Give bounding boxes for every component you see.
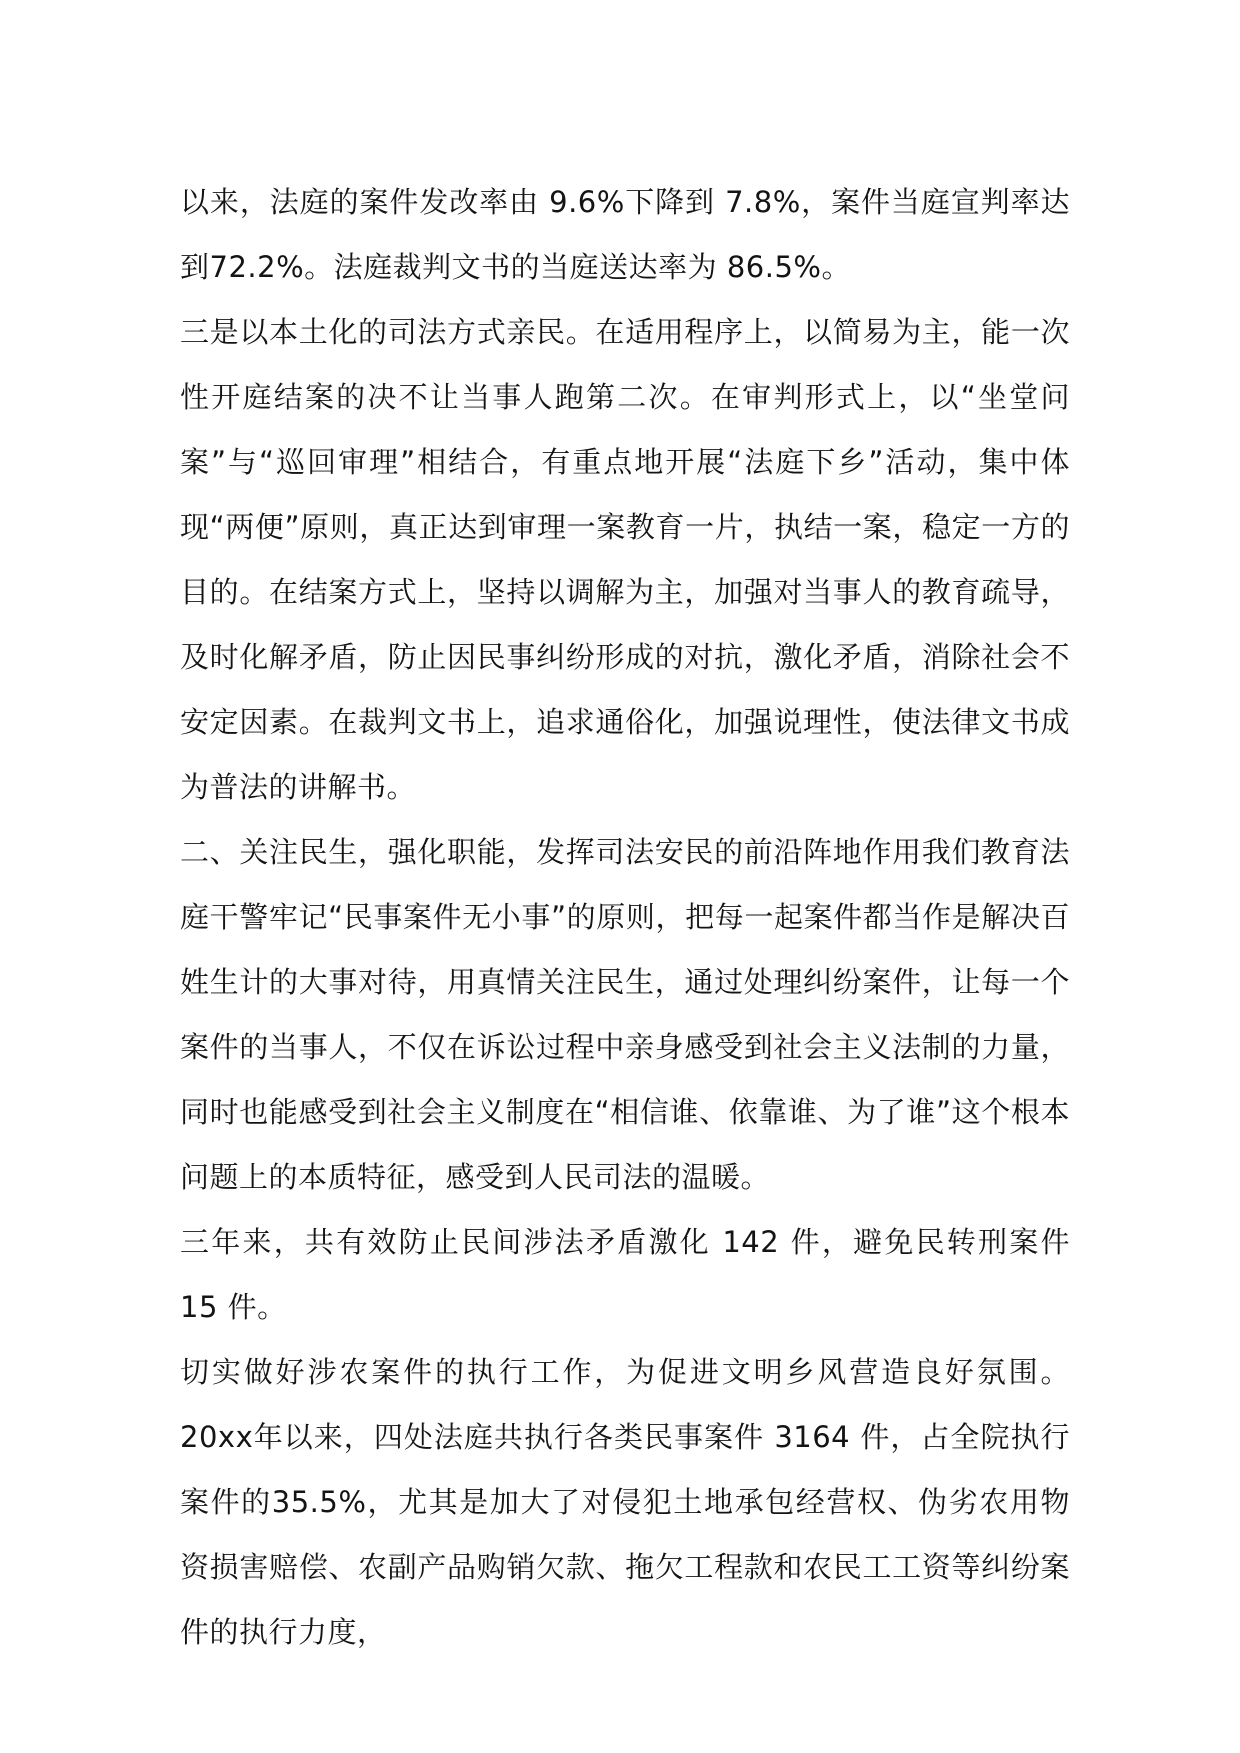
paragraph-agricultural-enforcement: 切实做好涉农案件的执行工作，为促进文明乡风营造良好氛围。20xx年以来，四处法庭共执行各类民事案件 3164 件，占全院执行案件的35.5%，尤其是加大了对侵犯土地承包经营权、伪劣农用物资损害赔偿、农副产品购销欠款、拖欠工程款和农民工工资等纠纷案件的执行力度， bbox=[180, 1355, 1070, 1649]
paragraph-livelihood-focus: 二、关注民生，强化职能，发挥司法安民的前沿阵地作用我们教育法庭干警牢记“民事案件无小事”的原则，把每一起案件都当作是解决百姓生计的大事对待，用真情关注民生，通过处理纠纷案件，让每一个案件的当事人，不仅在诉讼过程中亲身感受到社会主义法制的力量，同时也能感受到社会主义制度在“相信谁、依靠谁、为了谁”这个根本问题上的本质特征，感受到人民司法的温暖。 bbox=[180, 835, 1070, 1194]
paragraph-case-rates: 以来，法庭的案件发改率由 9.6%下降到 7.8%，案件当庭宣判率达到72.2%。法庭裁判文书的当庭送达率为 86.5%。 bbox=[180, 185, 1070, 284]
document-page bbox=[180, 170, 1070, 1665]
paragraph-three-year-stats: 三年来，共有效防止民间涉法矛盾激化 142 件，避免民转刑案件 15 件。 bbox=[180, 1225, 1070, 1324]
paragraph-localized-justice: 三是以本土化的司法方式亲民。在适用程序上，以简易为主，能一次性开庭结案的决不让当事人跑第二次。在审判形式上，以“坐堂问案”与“巡回审理”相结合，有重点地开展“法庭下乡”活动，集中体现“两便”原则，真正达到审理一案教育一片，执结一案，稳定一方的目的。在结案方式上，坚持以调解为主，加强对当事人的教育疏导，及时化解矛盾，防止因民事纠纷形成的对抗，激化矛盾，消除社会不安定因素。在裁判文书上，追求通俗化，加强说理性，使法律文书成为普法的讲解书。 bbox=[180, 315, 1070, 804]
